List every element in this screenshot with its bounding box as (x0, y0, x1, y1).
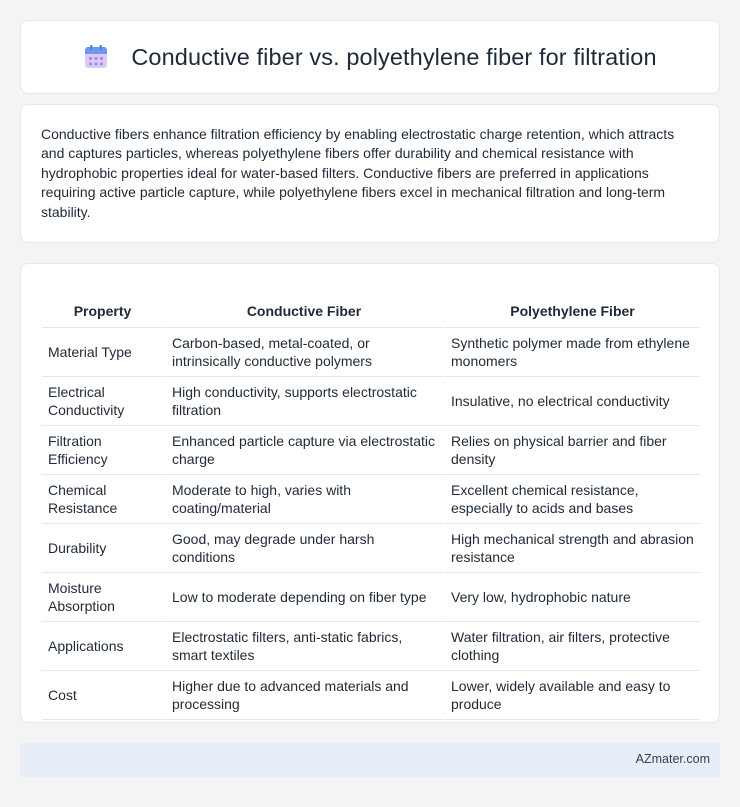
header-polyethylene: Polyethylene Fiber (445, 284, 700, 328)
title-card (20, 20, 720, 94)
cell-property: Cost (42, 671, 166, 720)
table-row (42, 426, 700, 475)
cell-property: Chemical Resistance (42, 475, 166, 524)
comparison-table-card (20, 263, 720, 723)
cell-polyethylene: Very low, hydrophobic nature (445, 573, 700, 622)
table-row (42, 573, 700, 622)
cell-conductive: Enhanced particle capture via electrostatic charge (166, 426, 445, 475)
table-row (42, 524, 700, 573)
header-conductive: Conductive Fiber (166, 284, 445, 328)
table-row (42, 671, 700, 720)
cell-property: Filtration Efficiency (42, 426, 166, 475)
footer (20, 743, 720, 777)
cell-property: Material Type (42, 328, 166, 377)
cell-polyethylene: High mechanical strength and abrasion resistance (445, 524, 700, 573)
cell-conductive: Moderate to high, varies with coating/material (166, 475, 445, 524)
table-header-row (42, 284, 700, 328)
table-row (42, 328, 700, 377)
footer-site-link[interactable]: AZmater.com (635, 752, 710, 766)
cell-polyethylene: Relies on physical barrier and fiber density (445, 426, 700, 475)
table-row (42, 622, 700, 671)
cell-property: Applications (42, 622, 166, 671)
cell-polyethylene: Lower, widely available and easy to produce (445, 671, 700, 720)
cell-property: Moisture Absorption (42, 573, 166, 622)
cell-conductive: Higher due to advanced materials and processing (166, 671, 445, 720)
cell-property: Durability (42, 524, 166, 573)
calendar-icon (83, 44, 109, 70)
cell-conductive: Good, may degrade under harsh conditions (166, 524, 445, 573)
cell-conductive: Low to moderate depending on fiber type (166, 573, 445, 622)
cell-conductive: Electrostatic filters, anti-static fabrics, smart textiles (166, 622, 445, 671)
title-wrap (83, 44, 656, 71)
cell-polyethylene: Excellent chemical resistance, especially to acids and bases (445, 475, 700, 524)
header-property: Property (42, 284, 166, 328)
summary-text: Conductive fibers enhance filtration efficiency by enabling electrostatic charge retention, which attracts and captures particles, whereas polyethylene fibers offer durability and chemical resistance with hydrophobic properties ideal for water-based filters. Conductive fibers are preferred in applications requiring active particle capture, while polyethylene fibers excel in mechanical filtration and long-term stability. (41, 126, 675, 220)
cell-polyethylene: Water filtration, air filters, protective clothing (445, 622, 700, 671)
cell-polyethylene: Synthetic polymer made from ethylene monomers (445, 328, 700, 377)
page-title: Conductive fiber vs. polyethylene fiber for filtration (131, 43, 657, 70)
cell-polyethylene: Insulative, no electrical conductivity (445, 377, 700, 426)
table-row (42, 475, 700, 524)
summary-card (20, 104, 720, 243)
table-row (42, 377, 700, 426)
cell-property: Electrical Conductivity (42, 377, 166, 426)
cell-conductive: High conductivity, supports electrostatic filtration (166, 377, 445, 426)
comparison-table (42, 284, 700, 720)
cell-conductive: Carbon-based, metal-coated, or intrinsically conductive polymers (166, 328, 445, 377)
